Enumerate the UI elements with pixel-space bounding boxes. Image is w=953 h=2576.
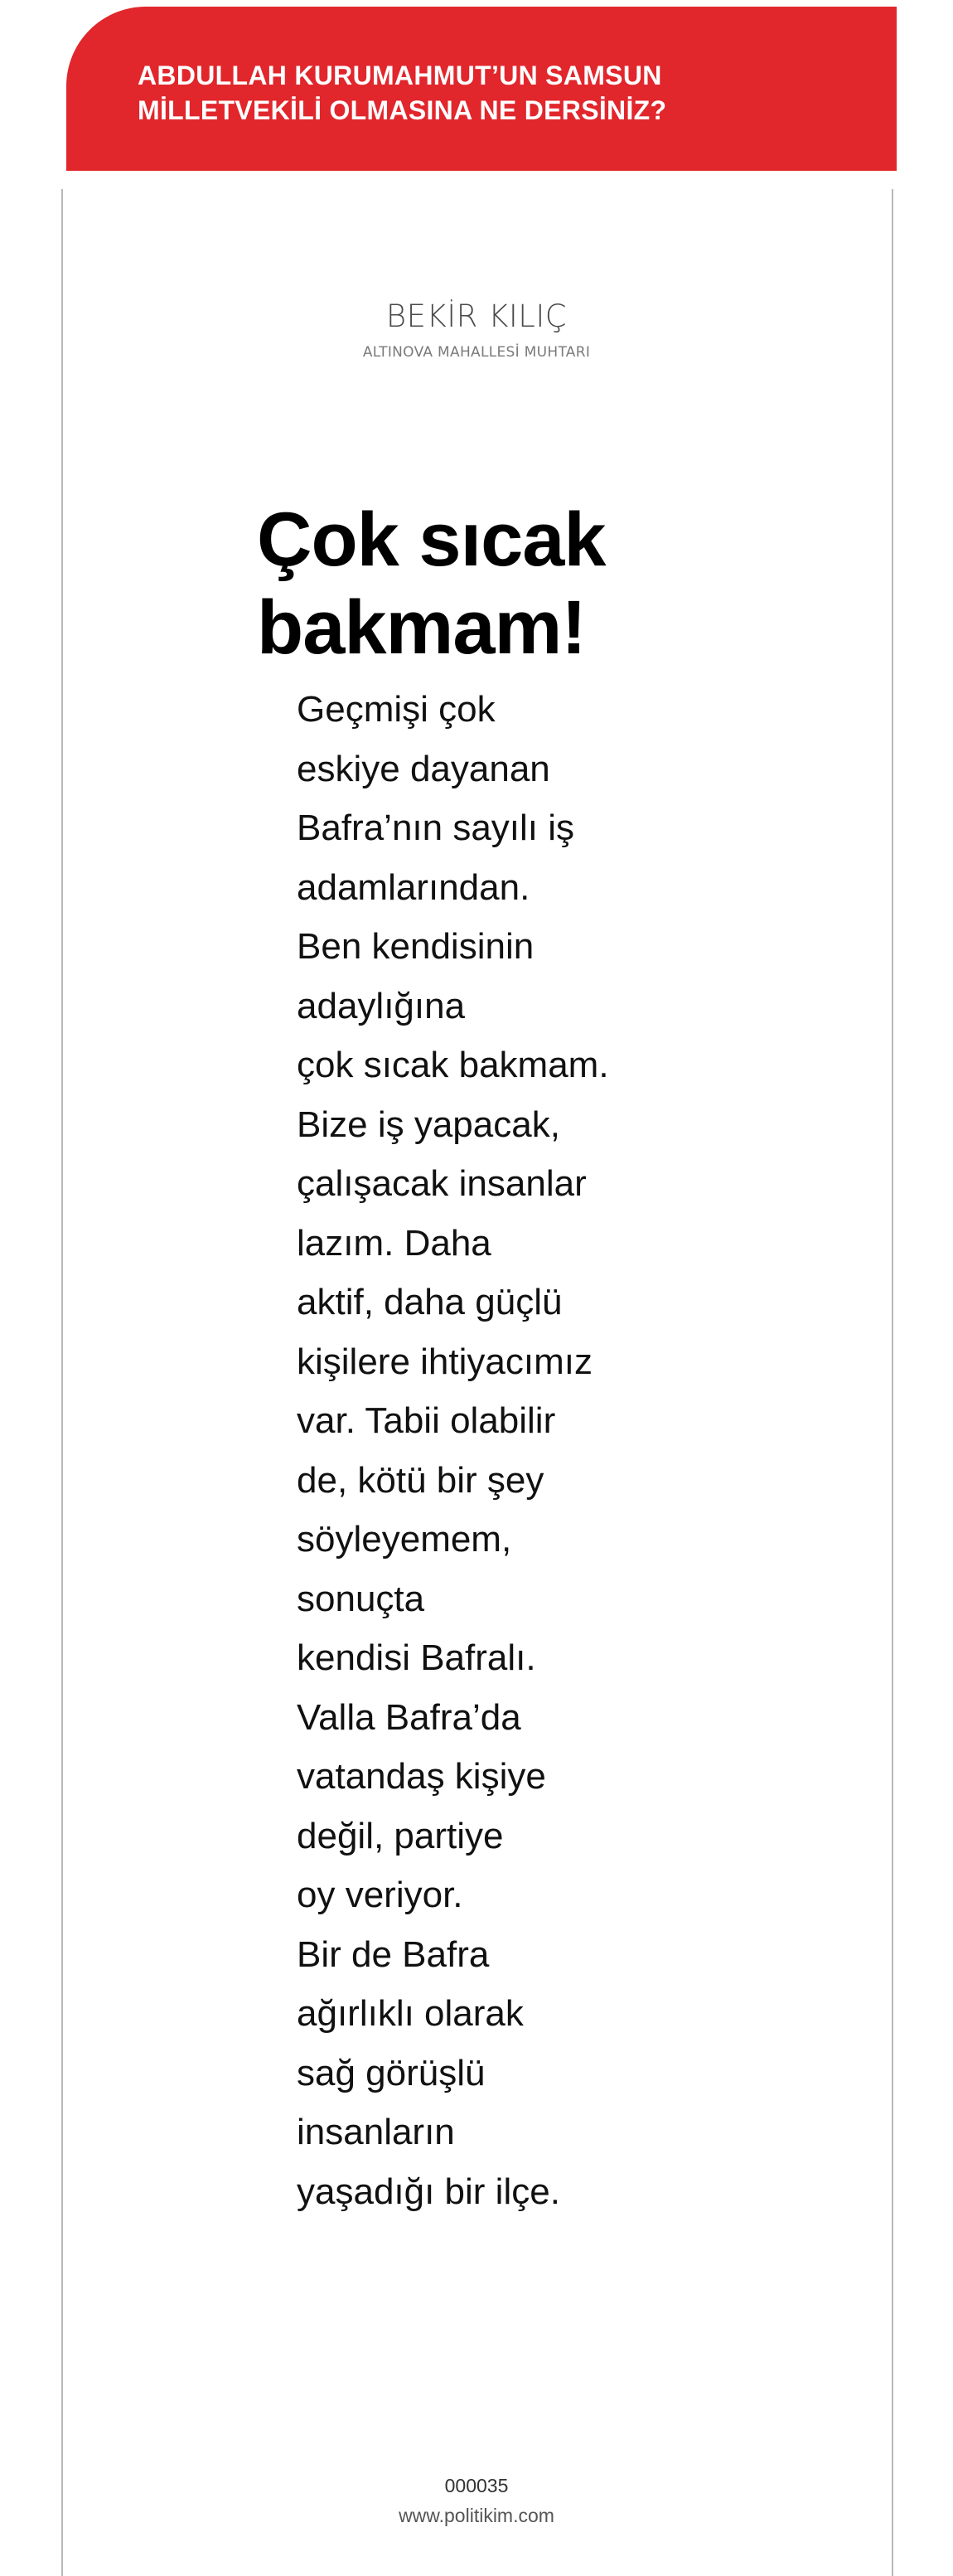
quote-line: Ben kendisinin bbox=[297, 926, 535, 967]
quote-line: çok sıcak bakmam. bbox=[297, 1045, 609, 1085]
headline-line-2: bakmam! bbox=[257, 585, 586, 670]
quote-line: oy veriyor. bbox=[297, 1875, 463, 1915]
author-role: ALTINOVA MAHALLESİ MUHTARI bbox=[362, 344, 591, 361]
banner-question-line-2: MİLLETVEKİLİ OLMASINA NE DERSİNİZ? bbox=[138, 95, 667, 125]
banner-question-line-1: ABDULLAH KURUMAHMUT’UN SAMSUN bbox=[138, 61, 662, 90]
quote-line: kendisi Bafralı. bbox=[297, 1637, 536, 1678]
quote-line: kişilere ihtiyacımız bbox=[297, 1341, 593, 1382]
quote-line: çalışacak insanlar bbox=[297, 1163, 587, 1204]
quote-line: ağırlıklı olarak bbox=[297, 1993, 524, 2034]
headline-line-1: Çok sıcak bbox=[257, 497, 606, 582]
quote-line: söyleyemem, bbox=[297, 1519, 512, 1560]
quote-line: Valla Bafra’da bbox=[297, 1696, 521, 1738]
quote-line: yaşadığı bir ilçe. bbox=[297, 2171, 560, 2212]
quote-line: aktif, daha güçlü bbox=[297, 1282, 563, 1322]
quote-line: Bafra’nın sayılı iş bbox=[297, 808, 575, 848]
author-name: BEKİR KILIÇ bbox=[385, 298, 568, 334]
question-banner bbox=[66, 7, 897, 171]
headline bbox=[257, 496, 606, 672]
quote-line: değil, partiye bbox=[297, 1815, 504, 1856]
quote-line: sonuçta bbox=[297, 1578, 425, 1619]
quote-line: var. Tabii olabilir bbox=[297, 1400, 556, 1441]
quote-line: adaylığına bbox=[297, 985, 466, 1026]
quote-line: Geçmişi çok bbox=[297, 689, 496, 730]
quote-line: Bir de Bafra bbox=[297, 1933, 490, 1975]
quote-body bbox=[297, 680, 609, 2221]
quote-line: sağ görüşlü bbox=[297, 2052, 486, 2093]
quote-line: vatandaş kişiye bbox=[297, 1756, 546, 1797]
quote-line: de, kötü bir şey bbox=[297, 1459, 544, 1501]
website-link[interactable]: www.politikim.com bbox=[399, 2505, 554, 2526]
quote-line: adamlarından. bbox=[297, 866, 530, 908]
quote-line: lazım. Daha bbox=[297, 1222, 491, 1264]
quote-line: Bize iş yapacak, bbox=[297, 1104, 560, 1145]
page-code: 000035 bbox=[444, 2475, 509, 2496]
quote-line: insanların bbox=[297, 2112, 455, 2152]
left-frame-divider bbox=[61, 189, 63, 2576]
right-frame-divider bbox=[892, 189, 893, 2576]
quote-line: eskiye dayanan bbox=[297, 748, 550, 789]
